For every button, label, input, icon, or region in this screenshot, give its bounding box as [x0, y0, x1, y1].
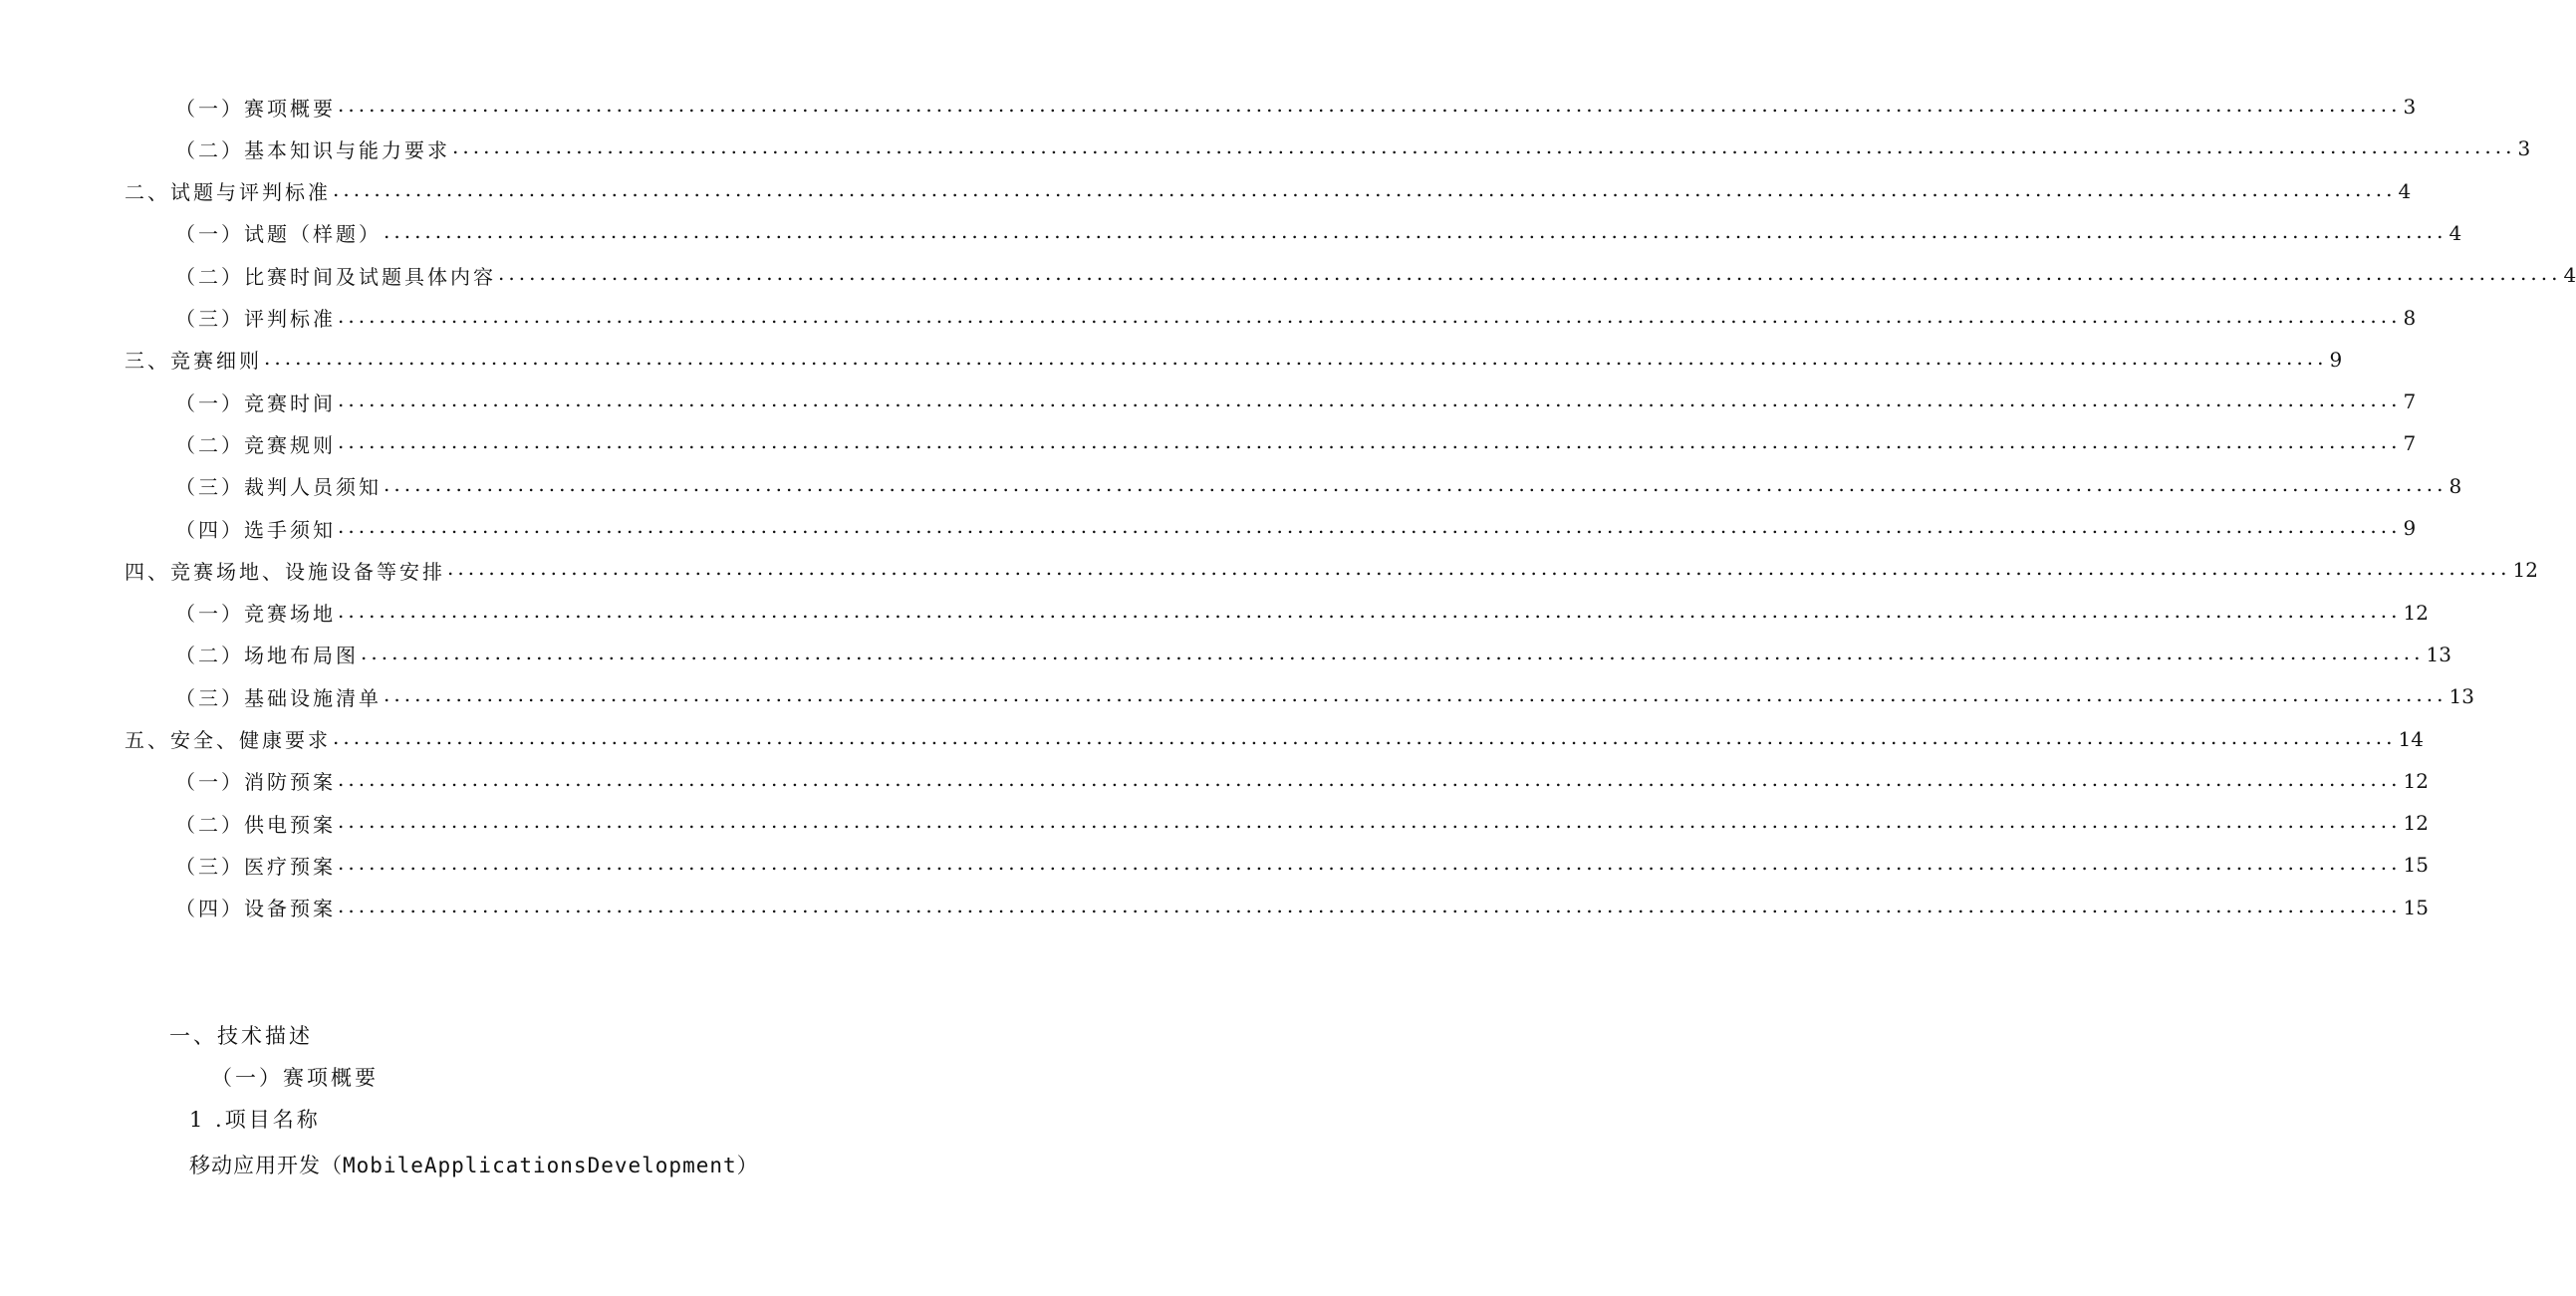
- toc-entry[interactable]: [175, 844, 2429, 886]
- project-name-paragraph: 移动应用开发（MobileApplicationsDevelopment）: [189, 1154, 759, 1177]
- toc-entry-page: 14: [2398, 726, 2424, 751]
- toc-dot-leader: ........................................................................................................................................................................................................: [338, 809, 2402, 834]
- toc-dot-leader: ........................................................................................................................................................................................................: [333, 176, 2397, 201]
- toc-entry-page: 9: [2329, 347, 2343, 372]
- toc-entry[interactable]: [175, 592, 2429, 634]
- toc-dot-leader: ........................................................................................................................................................................................................: [452, 134, 2516, 159]
- toc-entry-title: 三、竞赛细则: [125, 349, 262, 374]
- toc-entry-title: （二）基本知识与能力要求: [175, 137, 450, 162]
- toc-dot-leader: ........................................................................................................................................................................................................: [338, 93, 2402, 117]
- toc-entry-title: （一）试题（样题）: [175, 222, 382, 247]
- toc-entry-page: 4: [2448, 220, 2462, 245]
- toc-entry[interactable]: [175, 465, 2462, 507]
- toc-entry-title: （三）医疗预案: [175, 854, 336, 879]
- toc-dot-leader: ........................................................................................................................................................................................................: [338, 388, 2402, 412]
- toc-entry-page: 13: [2426, 642, 2451, 666]
- toc-entry-page: 7: [2403, 389, 2417, 414]
- toc-entry-page: 4: [2563, 263, 2576, 288]
- toc-entry-page: 3: [2517, 136, 2531, 161]
- toc-entry-page: 12: [2403, 768, 2429, 793]
- toc-entry[interactable]: [175, 212, 2462, 254]
- toc-dot-leader: ........................................................................................................................................................................................................: [338, 303, 2402, 328]
- toc-entry-page: 3: [2403, 95, 2417, 119]
- toc-dot-leader: ........................................................................................................................................................................................................: [384, 218, 2447, 243]
- toc-dot-leader: ........................................................................................................................................................................................................: [264, 345, 2328, 370]
- toc-entry[interactable]: [175, 297, 2417, 339]
- toc-entry-title: （一）竞赛时间: [175, 390, 336, 415]
- toc-entry[interactable]: [125, 718, 2424, 760]
- toc-entry-page: 4: [2398, 178, 2412, 203]
- toc-dot-leader: ........................................................................................................................................................................................................: [384, 682, 2447, 707]
- toc-entry-page: 7: [2403, 431, 2417, 456]
- section-heading: 一、技术描述: [169, 1024, 313, 1048]
- toc-entry[interactable]: [175, 128, 2531, 169]
- toc-entry-title: （一）竞赛场地: [175, 602, 336, 627]
- toc-entry-title: 二、试题与评判标准: [125, 180, 331, 205]
- toc-entry[interactable]: [125, 339, 2343, 381]
- toc-entry-page: 8: [2448, 473, 2462, 498]
- toc-dot-leader: ........................................................................................................................................................................................................: [338, 893, 2402, 917]
- toc-entry-title: （二）供电预案: [175, 812, 336, 837]
- toc-entry-title: （二）场地布局图: [175, 644, 359, 668]
- toc-entry[interactable]: [175, 507, 2417, 549]
- toc-entry-title: 五、安全、健康要求: [125, 728, 331, 752]
- toc-entry-title: （四）选手须知: [175, 517, 336, 542]
- toc-dot-leader: ........................................................................................................................................................................................................: [338, 429, 2402, 454]
- toc-entry[interactable]: [175, 760, 2429, 802]
- toc-entry-page: 9: [2403, 516, 2417, 540]
- toc-dot-leader: ........................................................................................................................................................................................................: [498, 261, 2562, 286]
- toc-entry-title: （三）评判标准: [175, 307, 336, 331]
- toc-entry[interactable]: [175, 422, 2417, 464]
- toc-entry-title: （三）基础设施清单: [175, 685, 382, 710]
- toc-entry-page: 15: [2403, 853, 2429, 878]
- toc-dot-leader: ........................................................................................................................................................................................................: [338, 514, 2402, 538]
- toc-entry-title: （四）设备预案: [175, 897, 336, 921]
- toc-entry-title: （一）消防预案: [175, 770, 336, 795]
- toc-entry-title: （二）竞赛规则: [175, 432, 336, 457]
- toc-entry-title: （二）比赛时间及试题具体内容: [175, 264, 496, 289]
- toc-entry[interactable]: [175, 675, 2474, 717]
- toc-entry-page: 12: [2512, 558, 2538, 583]
- toc-entry[interactable]: [175, 86, 2417, 128]
- toc-entry-page: 15: [2403, 895, 2429, 919]
- toc-entry-page: 8: [2403, 305, 2417, 330]
- toc-dot-leader: ........................................................................................................................................................................................................: [338, 851, 2402, 876]
- toc-entry-title: （三）裁判人员须知: [175, 475, 382, 500]
- subsection-heading: （一）赛项概要: [211, 1066, 379, 1090]
- toc-entry-title: （一）赛项概要: [175, 96, 336, 121]
- toc-entry-page: 13: [2448, 684, 2474, 709]
- toc-entry-title: 四、竞赛场地、设施设备等安排: [125, 559, 445, 584]
- toc-dot-leader: ........................................................................................................................................................................................................: [333, 724, 2397, 749]
- toc-entry[interactable]: [125, 549, 2538, 591]
- item-heading: 1 .项目名称: [189, 1108, 321, 1132]
- toc-entry[interactable]: [175, 802, 2429, 844]
- toc-entry[interactable]: [175, 381, 2417, 422]
- toc-dot-leader: ........................................................................................................................................................................................................: [447, 556, 2511, 581]
- toc-entry-page: 12: [2403, 811, 2429, 836]
- toc-dot-leader: ........................................................................................................................................................................................................: [338, 598, 2402, 623]
- toc-entry[interactable]: [175, 634, 2451, 675]
- toc-dot-leader: ........................................................................................................................................................................................................: [384, 471, 2447, 496]
- toc-entry-page: 12: [2403, 600, 2429, 625]
- toc-dot-leader: ........................................................................................................................................................................................................: [338, 766, 2402, 791]
- toc-entry[interactable]: [175, 887, 2429, 928]
- toc-dot-leader: ........................................................................................................................................................................................................: [361, 640, 2425, 664]
- toc-entry[interactable]: [125, 170, 2412, 212]
- toc-entry[interactable]: [175, 254, 2576, 296]
